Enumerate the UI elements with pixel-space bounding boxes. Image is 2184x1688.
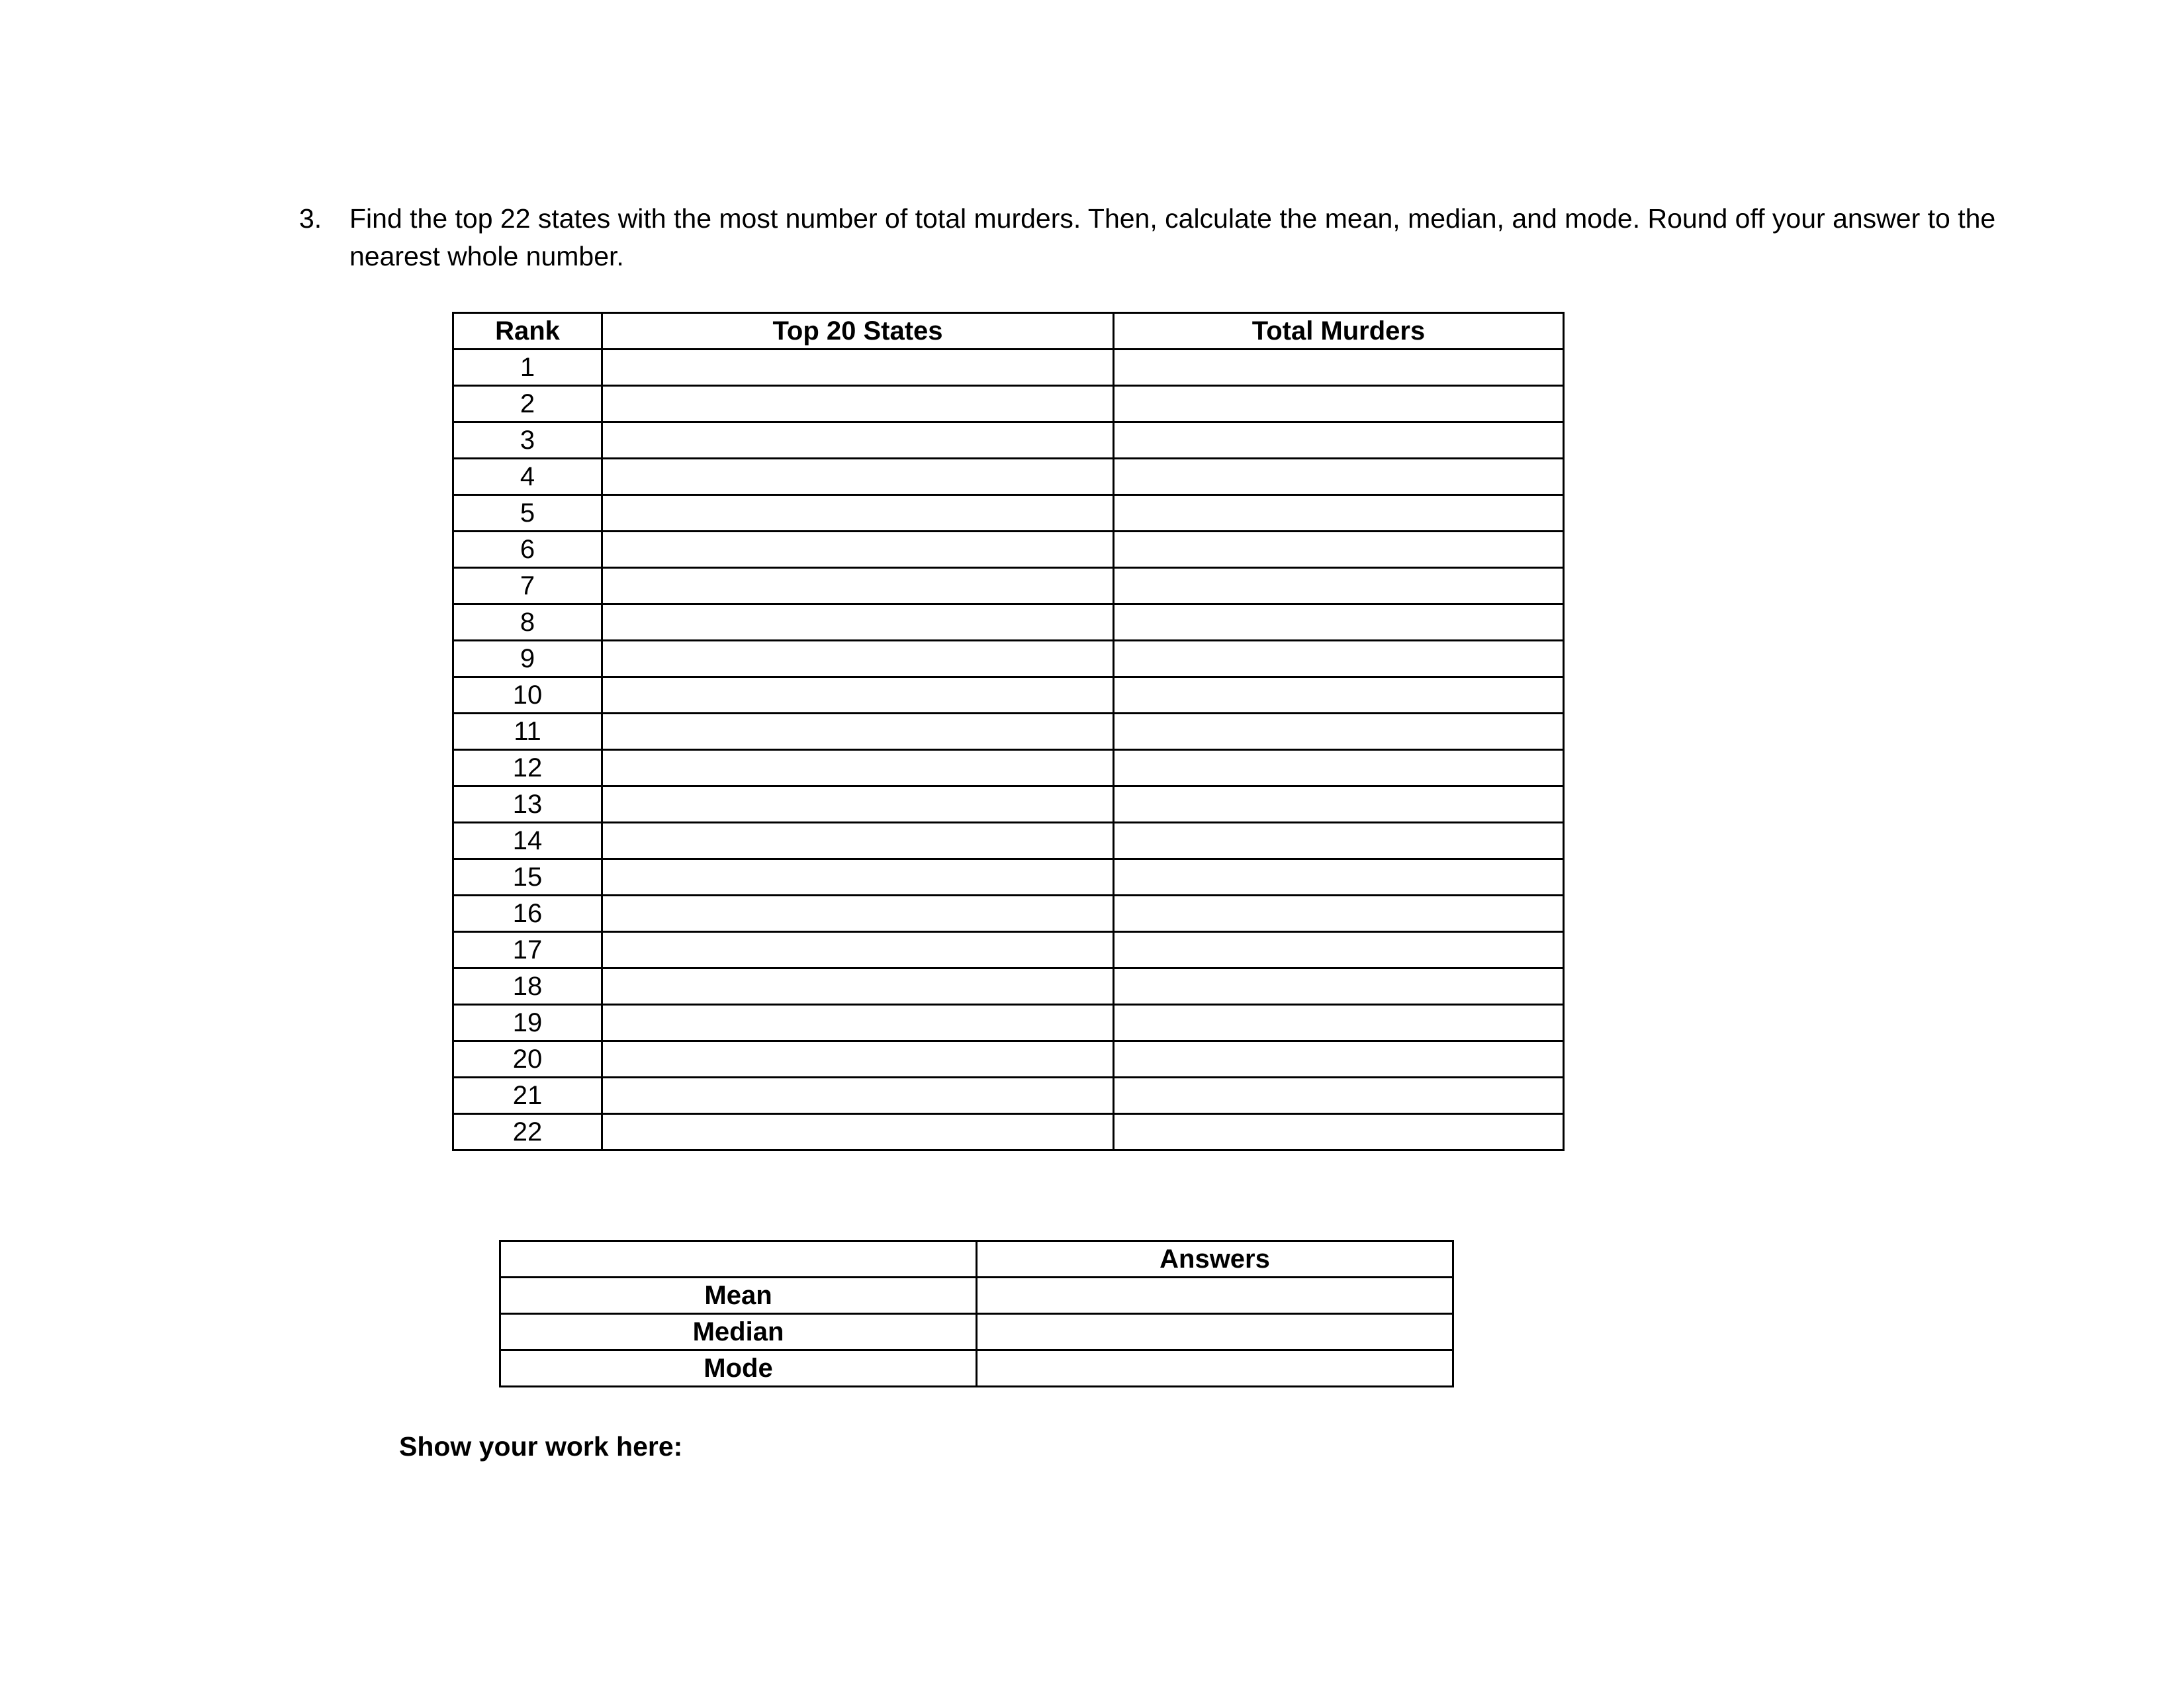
answer-cell[interactable]	[977, 1314, 1453, 1350]
rank-cell: 13	[453, 786, 602, 823]
table-row	[453, 750, 1564, 786]
total-murders-cell[interactable]	[1114, 677, 1564, 714]
state-cell[interactable]	[602, 532, 1114, 568]
table-row	[453, 859, 1564, 896]
state-cell[interactable]	[602, 1078, 1114, 1114]
state-cell[interactable]	[602, 859, 1114, 896]
stat-label: Mode	[500, 1350, 977, 1387]
question-text: Find the top 22 states with the most number of total murders. Then, calculate the mean, median, and mode. Round off your answer to the nearest whole number.	[349, 203, 1996, 271]
table-row	[453, 641, 1564, 677]
rank-cell: 14	[453, 823, 602, 859]
table-row	[453, 532, 1564, 568]
table-row	[453, 568, 1564, 604]
table-row	[453, 495, 1564, 532]
header-rank: Rank	[453, 313, 602, 350]
total-murders-cell[interactable]	[1114, 859, 1564, 896]
total-murders-cell[interactable]	[1114, 422, 1564, 459]
rank-cell: 3	[453, 422, 602, 459]
state-cell[interactable]	[602, 1041, 1114, 1078]
answer-row	[500, 1350, 1453, 1387]
state-cell[interactable]	[602, 750, 1114, 786]
rank-cell: 10	[453, 677, 602, 714]
rank-cell: 15	[453, 859, 602, 896]
rank-cell: 4	[453, 459, 602, 495]
rank-cell: 19	[453, 1005, 602, 1041]
total-murders-cell[interactable]	[1114, 641, 1564, 677]
table-row	[453, 1005, 1564, 1041]
total-murders-cell[interactable]	[1114, 1078, 1564, 1114]
table-row	[453, 1078, 1564, 1114]
rank-cell: 12	[453, 750, 602, 786]
total-murders-cell[interactable]	[1114, 823, 1564, 859]
state-cell[interactable]	[602, 641, 1114, 677]
rank-cell: 7	[453, 568, 602, 604]
state-cell[interactable]	[602, 714, 1114, 750]
state-cell[interactable]	[602, 422, 1114, 459]
state-cell[interactable]	[602, 932, 1114, 968]
table-row	[453, 677, 1564, 714]
total-murders-cell[interactable]	[1114, 350, 1564, 386]
table-row	[453, 386, 1564, 422]
table-row	[453, 823, 1564, 859]
total-murders-cell[interactable]	[1114, 604, 1564, 641]
total-murders-cell[interactable]	[1114, 714, 1564, 750]
rank-cell: 18	[453, 968, 602, 1005]
total-murders-cell[interactable]	[1114, 459, 1564, 495]
state-cell[interactable]	[602, 386, 1114, 422]
table-row	[453, 459, 1564, 495]
total-murders-cell[interactable]	[1114, 1005, 1564, 1041]
rank-cell: 2	[453, 386, 602, 422]
state-cell[interactable]	[602, 350, 1114, 386]
rank-cell: 16	[453, 896, 602, 932]
state-cell[interactable]	[602, 823, 1114, 859]
question	[299, 200, 2007, 275]
table-row	[453, 350, 1564, 386]
total-murders-cell[interactable]	[1114, 386, 1564, 422]
table-row	[453, 714, 1564, 750]
state-cell[interactable]	[602, 968, 1114, 1005]
rank-cell: 6	[453, 532, 602, 568]
rank-cell: 1	[453, 350, 602, 386]
state-cell[interactable]	[602, 1005, 1114, 1041]
rank-cell: 5	[453, 495, 602, 532]
state-cell[interactable]	[602, 459, 1114, 495]
answer-cell[interactable]	[977, 1278, 1453, 1314]
table-row	[453, 786, 1564, 823]
answer-table-header	[500, 1241, 1453, 1278]
state-cell[interactable]	[602, 495, 1114, 532]
table-row	[453, 896, 1564, 932]
table-row	[453, 932, 1564, 968]
answer-table	[499, 1240, 1454, 1387]
total-murders-cell[interactable]	[1114, 495, 1564, 532]
state-cell[interactable]	[602, 604, 1114, 641]
answer-row	[500, 1278, 1453, 1314]
state-cell[interactable]	[602, 677, 1114, 714]
header-total-murders: Total Murders	[1114, 313, 1564, 350]
answer-cell[interactable]	[977, 1350, 1453, 1387]
total-murders-cell[interactable]	[1114, 1041, 1564, 1078]
rank-cell: 22	[453, 1114, 602, 1150]
rank-cell: 9	[453, 641, 602, 677]
rank-cell: 21	[453, 1078, 602, 1114]
rank-table	[452, 312, 1565, 1151]
answer-row	[500, 1314, 1453, 1350]
table-row	[453, 968, 1564, 1005]
stat-label: Mean	[500, 1278, 977, 1314]
state-cell[interactable]	[602, 1114, 1114, 1150]
table-row	[453, 1041, 1564, 1078]
rank-cell: 8	[453, 604, 602, 641]
total-murders-cell[interactable]	[1114, 896, 1564, 932]
stat-label: Median	[500, 1314, 977, 1350]
rank-cell: 17	[453, 932, 602, 968]
state-cell[interactable]	[602, 568, 1114, 604]
answer-header-blank	[500, 1241, 977, 1278]
table-row	[453, 604, 1564, 641]
rank-table-header	[453, 313, 1564, 350]
rank-cell: 20	[453, 1041, 602, 1078]
answer-header-answers: Answers	[977, 1241, 1453, 1278]
state-cell[interactable]	[602, 786, 1114, 823]
total-murders-cell[interactable]	[1114, 1114, 1564, 1150]
rank-cell: 11	[453, 714, 602, 750]
total-murders-cell[interactable]	[1114, 532, 1564, 568]
table-row	[453, 422, 1564, 459]
total-murders-cell[interactable]	[1114, 968, 1564, 1005]
header-states: Top 20 States	[602, 313, 1114, 350]
total-murders-cell[interactable]	[1114, 568, 1564, 604]
table-row	[453, 1114, 1564, 1150]
total-murders-cell[interactable]	[1114, 786, 1564, 823]
total-murders-cell[interactable]	[1114, 932, 1564, 968]
question-number: 3.	[299, 203, 322, 234]
state-cell[interactable]	[602, 896, 1114, 932]
total-murders-cell[interactable]	[1114, 750, 1564, 786]
show-work-label: Show your work here:	[399, 1431, 683, 1462]
